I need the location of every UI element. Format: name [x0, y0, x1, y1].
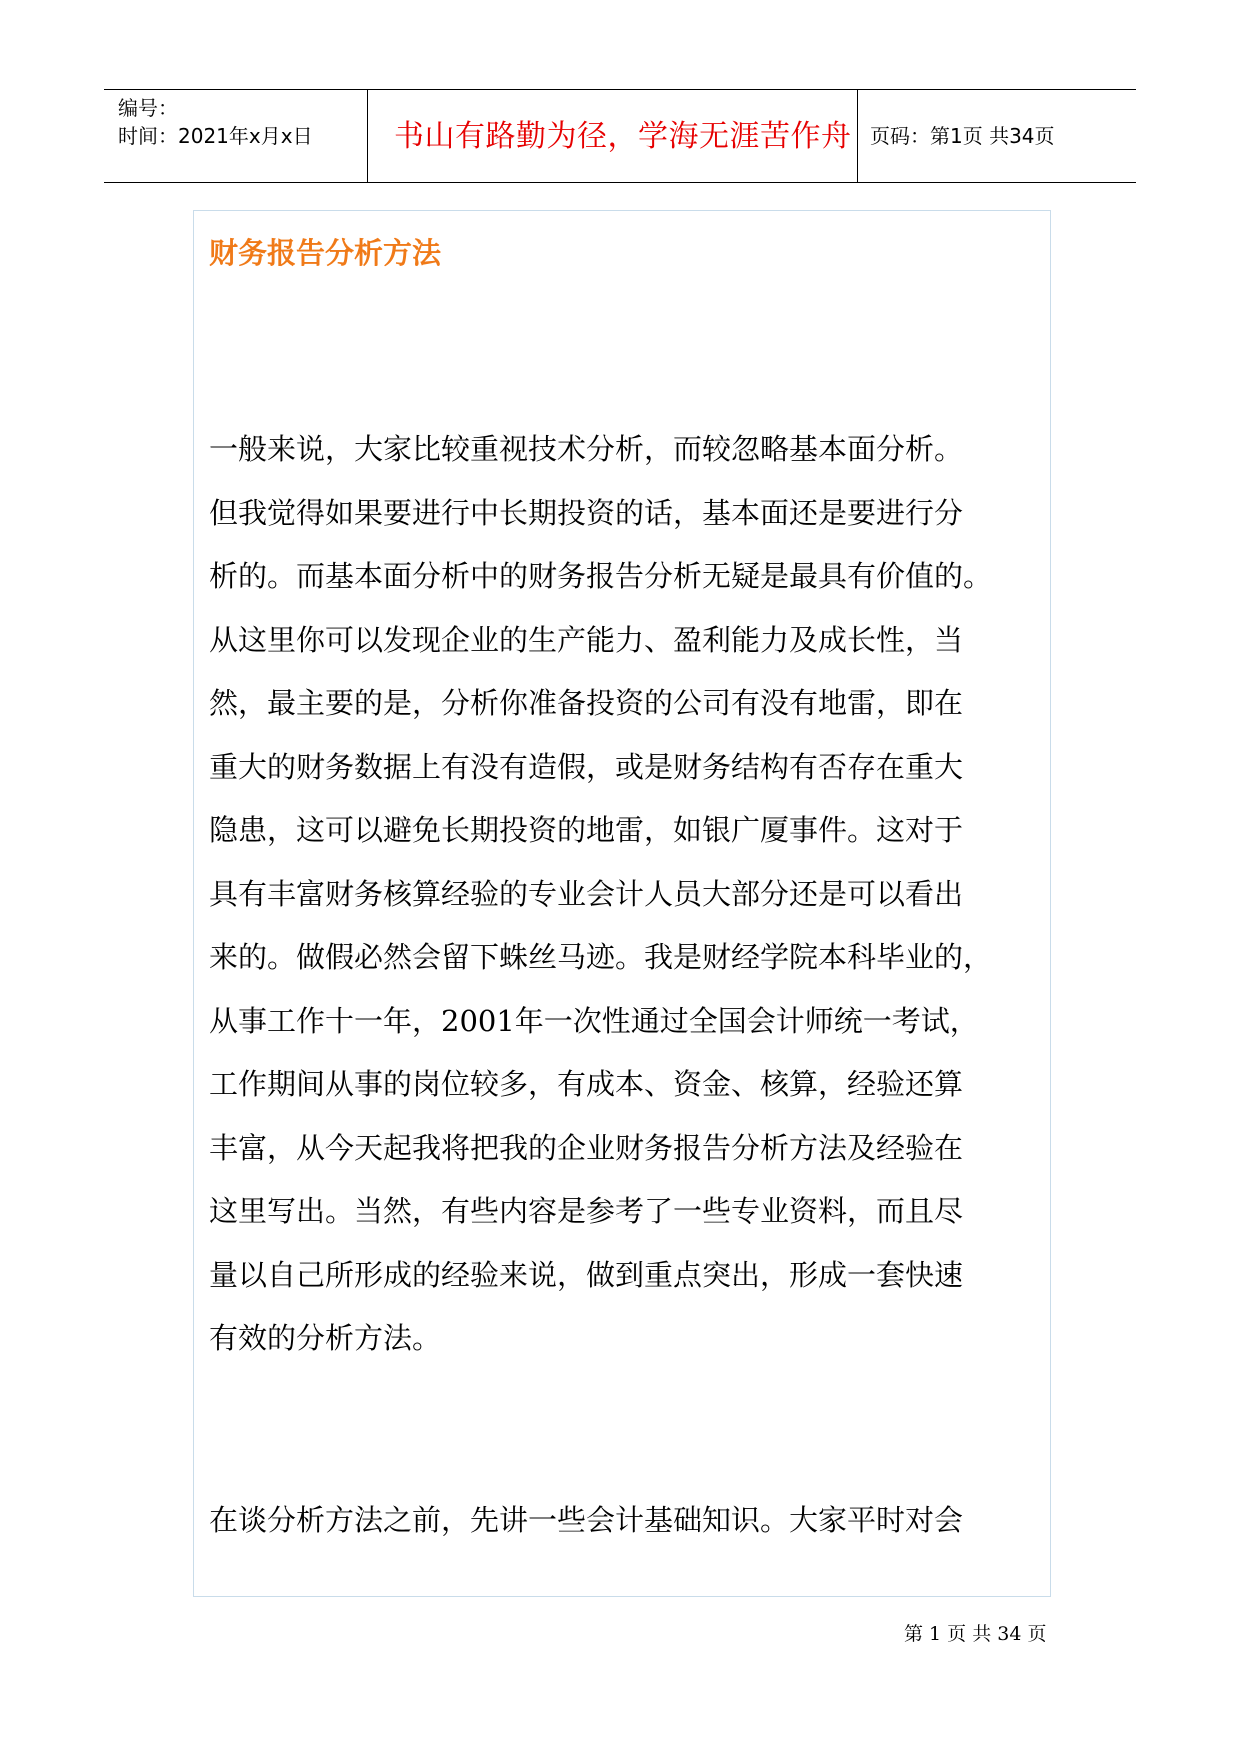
content-frame [193, 210, 1051, 1597]
document-header [104, 89, 1136, 183]
text-line: 从事工作十一年，2001年一次性通过全国会计师统一考试， [209, 1003, 979, 1038]
header-divider [367, 90, 368, 182]
text-line: 然，最主要的是，分析你准备投资的公司有没有地雷，即在 [209, 686, 964, 720]
text-line: 这里写出。当然，有些内容是参考了一些专业资料，而且尽 [209, 1194, 964, 1228]
text-line: 析的。而基本面分析中的财务报告分析无疑是最具有价值的。 [209, 559, 993, 593]
text-line: 来的。做假必然会留下蛛丝马迹。我是财经学院本科毕业的， [209, 940, 993, 974]
header-divider [857, 90, 858, 182]
text-line: 从这里你可以发现企业的生产能力、盈利能力及成长性，当 [209, 622, 964, 657]
text-line: 重大的财务数据上有没有造假，或是财务结构有否存在重大 [209, 749, 964, 784]
text-line: 工作期间从事的岗位较多，有成本、资金、核算，经验还算 [209, 1067, 964, 1101]
text-line: 隐患，这可以避免长期投资的地雷，如银广厦事件。这对于 [209, 813, 964, 847]
text-line: 有效的分析方法。 [209, 1321, 442, 1355]
paragraph-basics [209, 1489, 963, 1553]
text-line: 但我觉得如果要进行中长期投资的话，基本面还是要进行分 [209, 495, 964, 530]
text-line: 丰富，从今天起我将把我的企业财务报告分析方法及经验在 [209, 1130, 964, 1165]
header-meta [118, 94, 313, 150]
text-line: 具有丰富财务核算经验的专业会计人员大部分还是可以看出 [209, 876, 964, 911]
time-label: 时间：2021年x月x日 [118, 124, 313, 148]
header-page-info: 页码：第1页 共34页 [870, 124, 1055, 148]
text-line: 量以自己所形成的经验来说，做到重点突出，形成一套快速 [209, 1257, 964, 1292]
number-label: 编号： [118, 96, 178, 120]
text-line: 一般来说，大家比较重视技术分析，而较忽略基本面分析。 [209, 432, 964, 466]
page-footer: 第 1 页 共 34 页 [904, 1623, 1047, 1645]
document-title: 财务报告分析方法 [209, 236, 442, 270]
header-motto: 书山有路勤为径，学海无涯苦作舟 [394, 119, 852, 154]
text-line: 在谈分析方法之前，先讲一些会计基础知识。大家平时对会 [209, 1503, 964, 1537]
paragraph-intro [209, 418, 992, 1371]
